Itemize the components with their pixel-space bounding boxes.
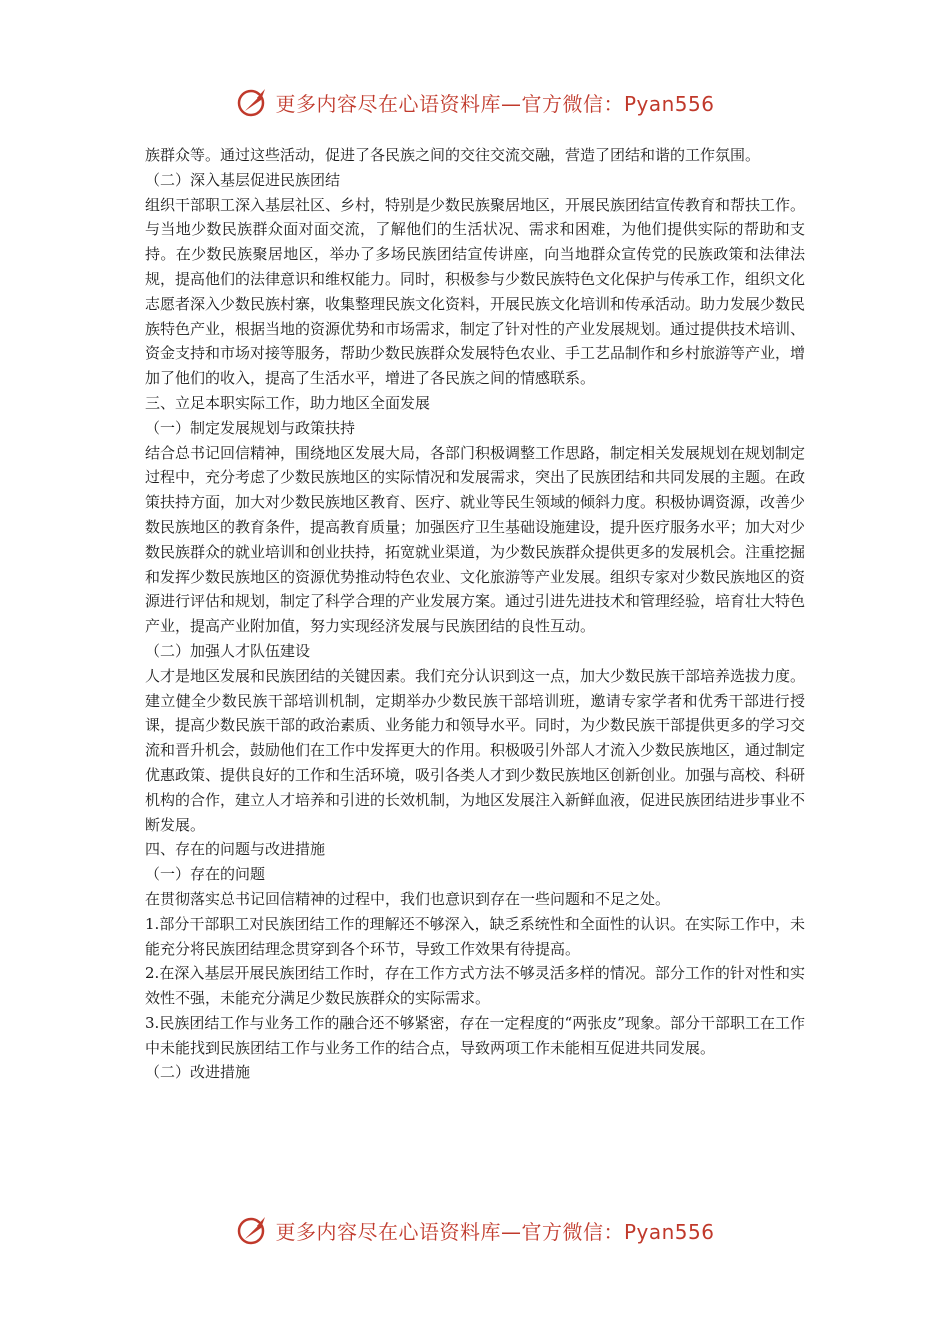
header-banner [0,82,950,122]
quill-logo-icon [235,1212,271,1248]
body-paragraph: 在贯彻落实总书记回信精神的过程中，我们也意识到存在一些问题和不足之处。 [145,889,671,908]
section-heading: （二）深入基层促进民族团结 [145,170,341,189]
body-paragraph: 3.民族团结工作与业务工作的融合还不够紧密，存在一定程度的“两张皮”现象。部分干部职工在工作中未能找到民族团结工作与业务工作的结合点，导致两项工作未能相互促进共同发展。 [145,1013,805,1057]
quill-logo-icon [235,84,271,120]
body-paragraph: 组织干部职工深入基层社区、乡村，特别是少数民族聚居地区，开展民族团结宣传教育和帮扶工作。与当地少数民族群众面对面交流，了解他们的生活状况、需求和困难，为他们提供实际的帮助和支持。在少数民族聚居地区，举办了多场民族团结宣传讲座，向当地群众宣传党的民族政策和法律法规，提高他们的法律意识和维权能力。同时，积极参与少数民族特色文化保护与传承工作，组织文化志愿者深入少数民族村寨，收集整理民族文化资料，开展民族文化培训和传承活动。助力发展少数民族特色产业，根据当地的资源优势和市场需求，制定了针对性的产业发展规划。通过提供技术培训、资金支持和市场对接等服务，帮助少数民族群众发展特色农业、手工艺品制作和乡村旅游等产业，增加了他们的收入，提高了生活水平，增进了各民族之间的情感联系。 [145,195,806,388]
footer-banner [0,1210,950,1250]
body-paragraph: 结合总书记回信精神，围绕地区发展大局，各部门积极调整工作思路，制定相关发展规划在规划制定过程中，充分考虑了少数民族地区的实际情况和发展需求，突出了民族团结和共同发展的主题。在政策扶持方面，加大对少数民族地区教育、医疗、就业等民生领域的倾斜力度。积极协调资源，改善少数民族地区的教育条件，提高教育质量；加强医疗卫生基础设施建设，提升医疗服务水平；加大对少数民族群众的就业培训和创业扶持，拓宽就业渠道，为少数民族群众提供更多的发展机会。注重挖掘和发挥少数民族地区的资源优势推动特色农业、文化旅游等产业发展。组织专家对少数民族地区的资源进行评估和规划，制定了科学合理的产业发展方案。通过引进先进技术和管理经验，培育壮大特色产业，提高产业附加值，努力实现经济发展与民族团结的良性互动。 [145,443,806,636]
section-heading: （二）加强人才队伍建设 [145,641,311,660]
document-body [145,143,805,1085]
section-heading: （一）存在的问题 [145,865,266,884]
body-paragraph: 人才是地区发展和民族团结的关键因素。我们充分认识到这一点，加大少数民族干部培养选拔力度。建立健全少数民族干部培训机制，定期举办少数民族干部培训班，邀请专家学者和优秀干部进行授课，提高少数民族干部的政治素质、业务能力和领导水平。同时，为少数民族干部提供更多的学习交流和晋升机会，鼓励他们在工作中发挥更大的作用。积极吸引外部人才流入少数民族地区，通过制定优惠政策、提供良好的工作和生活环境，吸引各类人才到少数民族地区创新创业。加强与高校、科研机构的合作，建立人才培养和引进的长效机制，为地区发展注入新鲜血液，促进民族团结进步事业不断发展。 [145,666,806,834]
footer-banner-text: 更多内容尽在心语资料库—官方微信：Pyan556 [275,1219,715,1244]
header-banner-text: 更多内容尽在心语资料库—官方微信：Pyan556 [275,91,715,116]
section-heading: （二）改进措施 [145,1063,251,1082]
section-heading: 三、立足本职实际工作，助力地区全面发展 [145,393,431,412]
body-paragraph: 族群众等。通过这些活动，促进了各民族之间的交往交流交融，营造了团结和谐的工作氛围。 [145,146,761,164]
body-paragraph: 2.在深入基层开展民族团结工作时，存在工作方式方法不够灵活多样的情况。部分工作的针对性和实效性不强，未能充分满足少数民族群众的实际需求。 [145,964,805,1008]
section-heading: （一）制定发展规划与政策扶持 [145,418,356,437]
body-paragraph: 1.部分干部职工对民族团结工作的理解还不够深入，缺乏系统性和全面性的认识。在实际工作中，未能充分将民族团结理念贯穿到各个环节，导致工作效果有待提高。 [145,914,805,958]
section-heading: 四、存在的问题与改进措施 [145,840,326,859]
